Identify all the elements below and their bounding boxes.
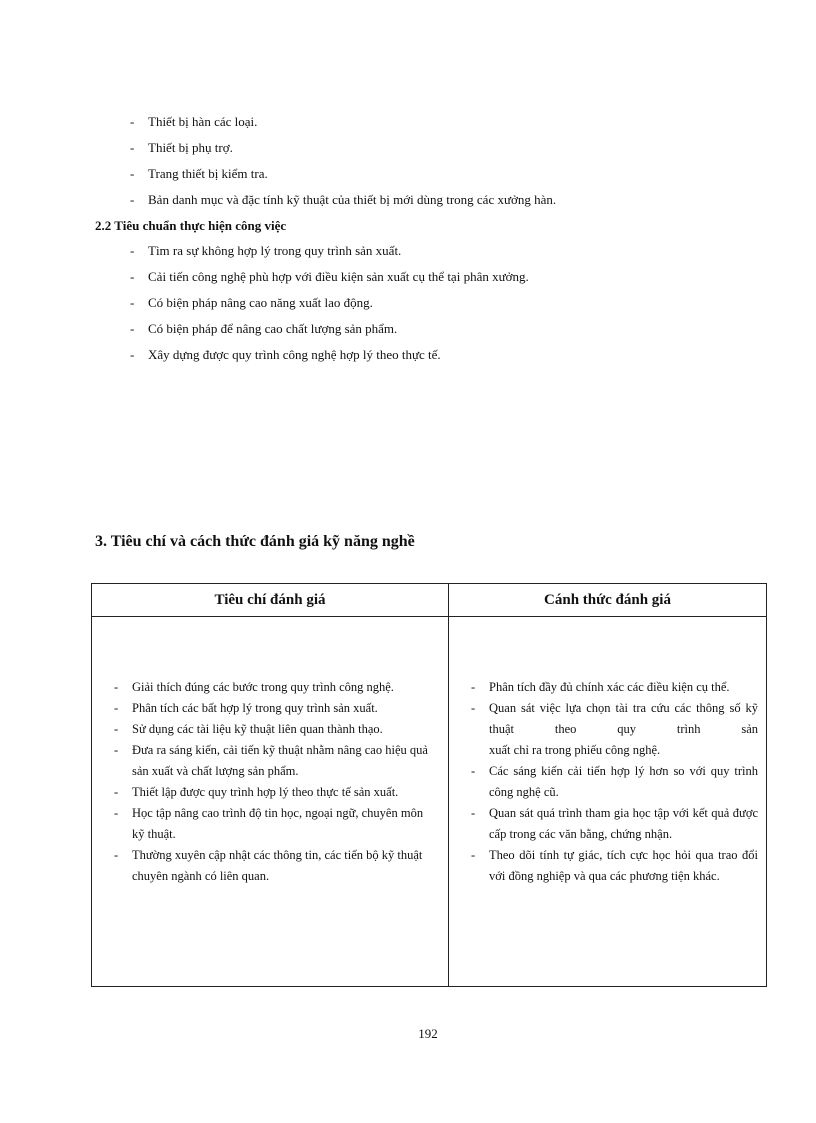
dash-bullet: -	[114, 785, 119, 799]
list-item: - Đưa ra sáng kiến, cải tiến kỹ thuật nhằm nâng cao hiệu quả sản xuất và chất lượng sản phẩm.	[114, 740, 436, 782]
subsection-heading: 2.2 Tiêu chuẩn thực hiện công việc	[95, 218, 287, 233]
dash-bullet: -	[130, 192, 135, 207]
method-cell	[449, 617, 767, 987]
dash-bullet: -	[114, 848, 119, 862]
section-heading: 3. Tiêu chí và cách thức đánh giá kỹ năng nghề	[95, 533, 415, 550]
dash-bullet: -	[114, 680, 119, 694]
criteria-cell	[92, 617, 449, 987]
dash-bullet: -	[471, 680, 476, 694]
table-row	[92, 617, 767, 987]
method-list	[471, 677, 758, 887]
list-item: - Quan sát quá trình tham gia học tập với kết quả được cấp trong các văn bằng, chứng nhận.	[471, 803, 758, 845]
criteria-list	[114, 677, 436, 887]
list-item: - Thường xuyên cập nhật các thông tin, các tiến bộ kỹ thuật chuyên ngành có liên quan.	[114, 845, 436, 887]
dash-bullet: -	[114, 743, 119, 757]
list-item: - Theo dõi tính tự giác, tích cực học hỏi qua trao đổi với đồng nghiệp và qua các phương tiện khác.	[471, 845, 758, 887]
dash-bullet: -	[130, 166, 135, 181]
list-item: - Các sáng kiến cải tiến hợp lý hơn so với quy trình công nghệ cũ.	[471, 761, 758, 803]
list-item: - Có biện pháp nâng cao năng xuất lao động.	[130, 290, 529, 316]
dash-bullet: -	[114, 806, 119, 820]
page-number: 192	[418, 1026, 438, 1041]
list-item: - Thiết lập được quy trình hợp lý theo thực tế sản xuất.	[114, 782, 436, 803]
list-item: - Sử dụng các tài liệu kỹ thuật liên quan thành thạo.	[114, 719, 436, 740]
list-item: - Thiết bị phụ trợ.	[130, 135, 556, 161]
evaluation-table	[91, 583, 767, 987]
list-item: - Xây dựng được quy trình công nghệ hợp lý theo thực tế.	[130, 342, 529, 368]
dash-bullet: -	[114, 701, 119, 715]
list-item: - Phân tích đầy đủ chính xác các điều kiện cụ thể.	[471, 677, 758, 698]
list-item-continuation: xuất chỉ ra trong phiếu công nghệ.	[489, 743, 661, 757]
header-method: Cánh thức đánh giá	[449, 584, 767, 617]
list-item: - Cải tiến công nghệ phù hợp với điều kiện sản xuất cụ thể tại phân xưởng.	[130, 264, 529, 290]
list-item: - Phân tích các bất hợp lý trong quy trình sản xuất.	[114, 698, 436, 719]
header-criteria: Tiêu chí đánh giá	[92, 584, 449, 617]
dash-bullet: -	[471, 701, 476, 715]
dash-bullet: -	[130, 269, 135, 284]
dash-bullet: -	[130, 114, 135, 129]
list-item: - Học tập nâng cao trình độ tin học, ngoại ngữ, chuyên môn kỹ thuật.	[114, 803, 436, 845]
dash-bullet: -	[130, 347, 135, 362]
dash-bullet: -	[114, 722, 119, 736]
list-item: - Giải thích đúng các bước trong quy trình công nghệ.	[114, 677, 436, 698]
table-header-row	[92, 584, 767, 617]
standards-list	[130, 238, 529, 368]
list-item: - Thiết bị hàn các loại.	[130, 109, 556, 135]
list-item: - Quan sát việc lựa chọn tài tra cứu các thông số kỹ thuật theo quy trình sản	[471, 698, 758, 740]
list-item: - Bản danh mục và đặc tính kỹ thuật của thiết bị mới dùng trong các xưởng hàn.	[130, 187, 556, 213]
dash-bullet: -	[471, 764, 476, 778]
dash-bullet: -	[130, 295, 135, 310]
dash-bullet: -	[130, 140, 135, 155]
dash-bullet: -	[130, 243, 135, 258]
dash-bullet: -	[130, 321, 135, 336]
list-item: - Trang thiết bị kiểm tra.	[130, 161, 556, 187]
list-item: - Tìm ra sự không hợp lý trong quy trình sản xuất.	[130, 238, 529, 264]
list-item: - Có biện pháp để nâng cao chất lượng sản phẩm.	[130, 316, 529, 342]
equipment-list	[130, 109, 556, 213]
dash-bullet: -	[471, 848, 476, 862]
dash-bullet: -	[471, 806, 476, 820]
